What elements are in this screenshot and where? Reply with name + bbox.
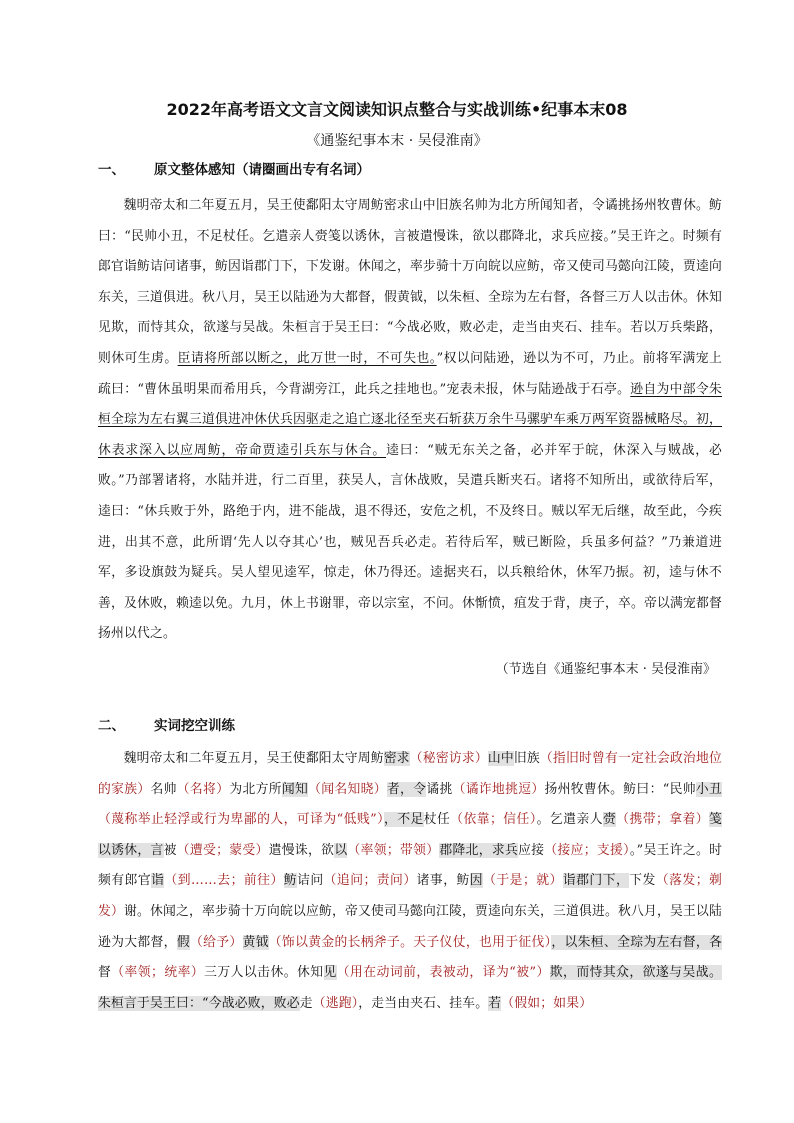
highlighted-word: 因 [469, 873, 484, 889]
gloss-text: （给予） [189, 934, 243, 950]
gloss-text: （秘密访求） [409, 751, 488, 766]
annotated-text-paragraph [98, 744, 722, 1019]
text-run: 诘问 [297, 873, 324, 889]
section-1-label: 原文整体感知（请圈画出专有名词） [154, 162, 370, 178]
source-citation: （节选自《通鉴纪事本末 · 吴侵淮南》 [495, 662, 716, 677]
gloss-text: （逃跑） [312, 995, 359, 1011]
highlighted-word: 假 [176, 934, 190, 950]
text-run: ”权以问陆逊，逊以为不可，乃止。前将军满宠上疏曰：“曹休虽明果而希用兵，今背湖旁江，此兵之挂地也。”宠表未报，休与陆逊战于石亭。 [98, 350, 722, 397]
highlighted-word: 诣郡门下， [562, 873, 630, 889]
text-run: 。乞遣亲人 [536, 812, 603, 828]
highlighted-word: ，以朱桓、全琮为左右督，各 [551, 934, 723, 950]
text-run: 谢。休闻之，率步骑十万向皖以应鲂，帝又使司马懿向江陵，贾逵向东关，三道俱进。秋八月，吴王以陆逊为大都督， [98, 903, 722, 950]
text-run: 遣慢诛，欲 [268, 842, 335, 858]
highlighted-word: 若 [488, 995, 502, 1011]
gloss-text: （闻名知晓） [308, 781, 387, 797]
highlighted-word: 赍 [602, 812, 617, 828]
section-2-number: 二、 [98, 718, 125, 734]
text-run: 魏明帝太和二年夏五月，吴王使鄱阳太守周鲂密求山中旧族名帅为北方所闻知者，令谲挑扬州牧曹休。鲂曰：“民帅小丑，不足杖任。乞遣亲人赍笺以诱休，言被遣慢诛，欲以郡降北，求兵应接。”吴王许之。时频有郎官诣鲂诘问诸事，鲂因诣郡门下，下发谢。休闻之，率步骑十万向皖以应鲂，帝又使司马懿向江陵，贾逵向东关，三道俱进。秋八月，吴王以陆逊为大都督，假黄钺，以朱桓、全琮为左右督，各督三万人以击休。休知见欺，而恃其众，欲遂与吴战。朱桓言于吴王曰：“今战必败，败必走，走当由夹石、挂车。若以万兵柴路，则休可生虏。 [98, 198, 722, 366]
text-run: 逵曰：“贼无东关之备，必并军于皖，休深入与贼战，必败。”乃部署诸将，水陆并进，行二百里，获吴人，言休战败，吴遣兵断夹石。诸将不知所出，或欲待后军，逵曰：“休兵败于外，路绝于内，进不能战，退不得还，安危之机，不及终日。贼以军无后继，故至此，今疾进，出其不意，此所谓‘先人以夺其心’也，贼见吾兵必走。若待后军，贼已断险，兵虽多何益？”乃兼道进军，多设旗鼓为疑兵。吴人望见逵军，惊走，休乃得还。逵据夹石，以兵粮给休，休军乃振。初，逵与休不善，及休败，赖逵以免。九月，休上书谢罪，帝以宗室，不问。休惭愤，疽发于背，庚子，卒。帝以满宠都督扬州以代之。 [98, 442, 723, 642]
highlighted-word: 闻知 [281, 781, 309, 797]
text-run: 魏明帝太和二年夏五月，吴王使鄱阳太守周鲂 [123, 751, 384, 766]
gloss-text: （携带；拿着） [616, 812, 710, 828]
highlighted-word: 黄钺 [242, 934, 269, 950]
gloss-text: （落发；剃发） [98, 873, 722, 919]
gloss-text: （依靠；信任） [450, 812, 537, 828]
highlighted-word: 密求 [383, 751, 410, 766]
highlighted-word: 鲂 [283, 873, 298, 889]
highlighted-word: 笺以诱休，言 [98, 812, 723, 858]
text-run: 走 [299, 995, 313, 1011]
underlined-text: 逊自为中部令朱桓全琮为左右翼三道俱进冲休伏兵因驱走之追亡逐北径至夹石斩获万余牛马骡驴车乘万两军资器械略尽。初，休表求深入以应周鲂，帝命贾逵引兵东与休合。 [98, 381, 722, 458]
text-run: 扬州牧曹休。鲂曰：“民帅 [544, 781, 696, 797]
document-subtitle: 《通鉴纪事本末 · 吴侵淮南》 [306, 133, 488, 149]
text-run: 旧族 [513, 751, 540, 766]
text-run: ，走当由夹石、挂车。 [358, 995, 489, 1011]
gloss-text: （率领；统率） [111, 965, 205, 981]
gloss-text: （名将） [176, 781, 230, 797]
gloss-text: （假如；如果） [501, 995, 593, 1011]
gloss-text: （谲诈地挑逗） [452, 781, 545, 797]
text-run: 名帅 [150, 781, 177, 797]
text-run: 谲挑 [426, 781, 453, 797]
gloss-text: （接应；支援） [544, 842, 630, 858]
text-run: 杖任 [423, 812, 451, 828]
underlined-text: 臣请将所部以断之，此万世一时，不可失也。 [177, 350, 437, 366]
text-run: 被 [163, 842, 177, 858]
highlighted-word: 者，令 [386, 781, 427, 797]
gloss-text: （用在动词前，表被动，译为“被”） [336, 965, 550, 981]
highlighted-word: 山中 [487, 751, 514, 766]
highlighted-word: 以 [334, 842, 348, 858]
text-run: 。”吴王许之。时频有郎官 [98, 842, 723, 889]
gloss-text: （到……去；前往） [164, 873, 284, 889]
highlighted-word: 郡降北，求兵 [439, 842, 519, 858]
highlighted-word: ，不足 [383, 812, 424, 828]
highlighted-word: 诣 [151, 873, 165, 889]
highlighted-word: 见 [323, 965, 337, 981]
gloss-text: （蔑称举止轻浮或行为卑鄙的人，可译为“低贱”） [98, 812, 384, 828]
section-1-heading [98, 158, 370, 178]
highlighted-word: 小丑 [695, 781, 722, 797]
original-text-paragraph [98, 191, 722, 650]
highlighted-word: 欺，而恃其众，欲遂与吴战。朱桓言于吴王曰：“今战必败，败必 [98, 965, 722, 1011]
section-2-label: 实词挖空训练 [154, 718, 235, 734]
gloss-text: （遭受；蒙受） [176, 842, 269, 858]
gloss-text: （追问；责问） [323, 873, 417, 889]
section-1-number: 一、 [98, 162, 125, 178]
gloss-text: （率领；带领） [347, 842, 440, 858]
section-2-heading [98, 714, 235, 734]
text-run: 三万人以击休。休知 [204, 965, 324, 981]
gloss-text: （于是；就） [483, 873, 563, 889]
text-run: 诸事，鲂 [416, 873, 470, 889]
document-title: 2022年高考语文文言文阅读知识点整合与实战训练•纪事本末08 [166, 100, 628, 119]
gloss-text: （饰以黄金的长柄斧子。天子仪仗，也用于征伐） [268, 934, 552, 950]
text-run: 督 [98, 965, 112, 981]
text-run: 应接 [518, 842, 545, 858]
text-run: 为北方所 [229, 781, 282, 797]
text-run: 下发 [629, 873, 656, 889]
gloss-text: （指旧时曾有一定社会政治地位的家族） [98, 751, 723, 797]
